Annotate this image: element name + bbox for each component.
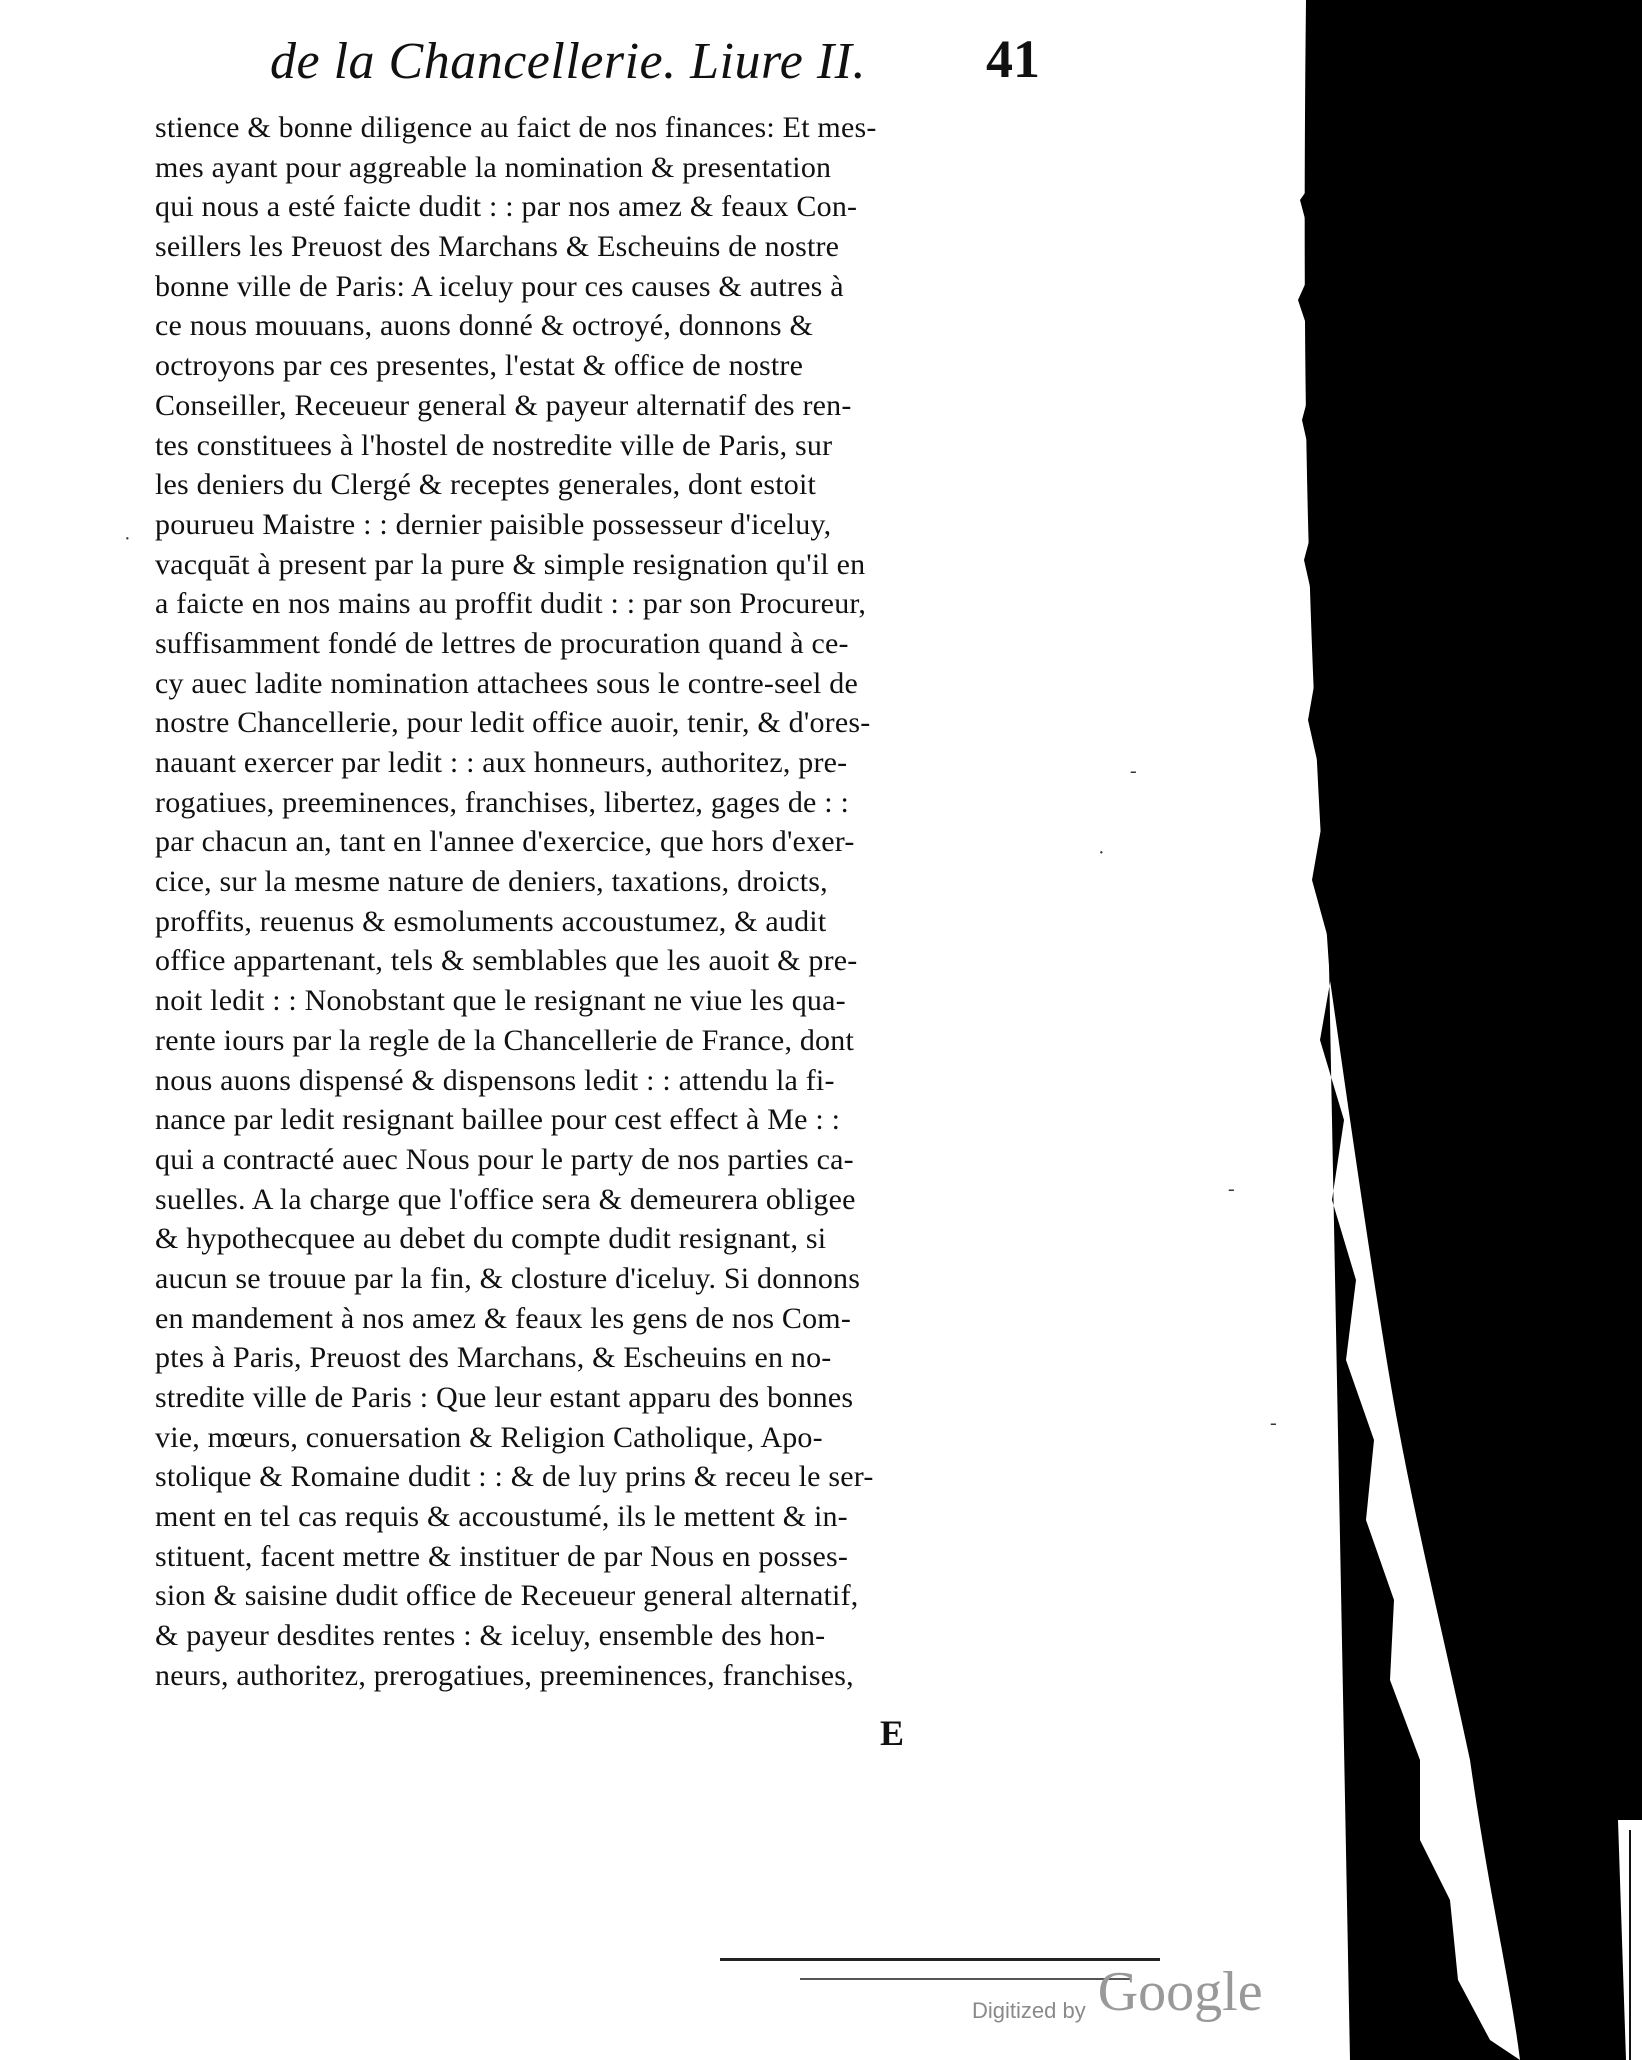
- digitized-by-google-watermark: [972, 1960, 1263, 2030]
- watermark-brand: Google: [1097, 1961, 1263, 2023]
- text-line: nauant exercer par ledit : : aux honneurs, authoritez, pre-: [155, 746, 848, 779]
- text-line: bonne ville de Paris: A iceluy pour ces causes & autres à: [155, 269, 844, 303]
- text-line: les deniers du Clergé & receptes generales, dont estoit: [155, 468, 817, 502]
- text-line: stredite ville de Paris : Que leur estant apparu des bonnes: [155, 1381, 854, 1414]
- margin-mark: ·: [124, 528, 131, 550]
- text-line: en mandement à nos amez & feaux les gens de nos Com-: [155, 1301, 852, 1335]
- text-line: aucun se trouue par la fin, & closture d'iceluy. Si donnons: [155, 1261, 861, 1295]
- text-line: stituent, facent mettre & instituer de par Nous en posses-: [155, 1539, 849, 1573]
- text-line: qui a contracté auec Nous pour le party de nos parties ca-: [155, 1142, 854, 1176]
- text-line: nance par ledit resignant baillee pour cest effect à Me : :: [155, 1103, 841, 1137]
- text-line: & hypothecquee au debet du compte dudit resignant, si: [155, 1222, 827, 1256]
- running-title: de la Chancellerie. Liure II.: [270, 33, 866, 90]
- text-line: octroyons par ces presentes, l'estat & office de nostre: [155, 349, 804, 383]
- margin-mark: ·: [1098, 842, 1105, 864]
- text-line: sion & saisine dudit office de Receueur general alternatif,: [155, 1579, 859, 1613]
- text-line: cice, sur la mesme nature de deniers, taxations, droicts,: [155, 865, 828, 899]
- page-number: 41: [986, 29, 1040, 89]
- text-line: ment en tel cas requis & accoustumé, ils le mettent & in-: [155, 1500, 848, 1534]
- margin-mark: -: [1130, 760, 1137, 782]
- text-line: noit ledit : : Nonobstant que le resignant ne viue les qua-: [155, 984, 846, 1018]
- text-line: Conseiller, Receueur general & payeur alternatif des ren-: [155, 388, 852, 422]
- body-text: [155, 108, 1055, 1696]
- margin-mark: -: [1228, 1178, 1235, 1200]
- text-line: nous auons dispensé & dispensons ledit : : attendu la fi-: [155, 1063, 835, 1097]
- watermark-prefix: Digitized by: [972, 1998, 1086, 2023]
- text-line: rogatiues, preeminences, franchises, libertez, gages de : :: [155, 785, 850, 819]
- margin-mark: -: [1270, 1412, 1277, 1434]
- running-head: [270, 28, 1040, 108]
- text-line: stience & bonne diligence au faict de nos finances: Et mes-: [155, 111, 877, 144]
- text-line: cy auec ladite nomination attachees sous le contre-seel de: [155, 666, 858, 700]
- text-line: mes ayant pour aggreable la nomination & presentation: [155, 150, 832, 184]
- text-line: & payeur desdites rentes : & iceluy, ensemble des hon-: [155, 1619, 826, 1653]
- text-line: rente iours par la regle de la Chancellerie de France, dont: [155, 1023, 854, 1057]
- page-edge-shadow: [1290, 0, 1642, 2060]
- text-line: par chacun an, tant en l'annee d'exercice, que hors d'exer-: [155, 825, 855, 859]
- text-line: stolique & Romaine dudit : : & de luy prins & receu le ser-: [155, 1460, 874, 1494]
- signature-mark: E: [880, 1713, 905, 1753]
- text-line: suffisamment fondé de lettres de procuration quand à ce-: [155, 626, 849, 660]
- text-line: ptes à Paris, Preuost des Marchans, & Escheuins en no-: [155, 1341, 832, 1375]
- text-line: nostre Chancellerie, pour ledit office auoir, tenir, & d'ores-: [155, 706, 871, 740]
- text-line: seillers les Preuost des Marchans & Escheuins de nostre: [155, 230, 840, 264]
- text-line: suelles. A la charge que l'office sera & demeurera obligee: [155, 1182, 856, 1216]
- text-line: a faicte en nos mains au proffit dudit : : par son Procureur,: [155, 587, 867, 621]
- text-line: vacquāt à present par la pure & simple resignation qu'il en: [155, 547, 866, 581]
- text-line: ce nous mouuans, auons donné & octroyé, donnons &: [155, 309, 814, 343]
- text-line: qui nous a esté faicte dudit : : par nos amez & feaux Con-: [155, 190, 858, 224]
- text-line: vie, mœurs, conuersation & Religion Catholique, Apo-: [155, 1420, 823, 1454]
- text-line: tes constituees à l'hostel de nostredite ville de Paris, sur: [155, 428, 833, 462]
- text-line: office appartenant, tels & semblables que les auoit & pre-: [155, 944, 858, 978]
- text-line: neurs, authoritez, prerogatiues, preeminences, franchises,: [155, 1658, 854, 1692]
- text-line: pourueu Maistre : : dernier paisible possesseur d'iceluy,: [155, 507, 832, 541]
- text-line: proffits, reuenus & esmoluments accoustumez, & audit: [155, 904, 827, 938]
